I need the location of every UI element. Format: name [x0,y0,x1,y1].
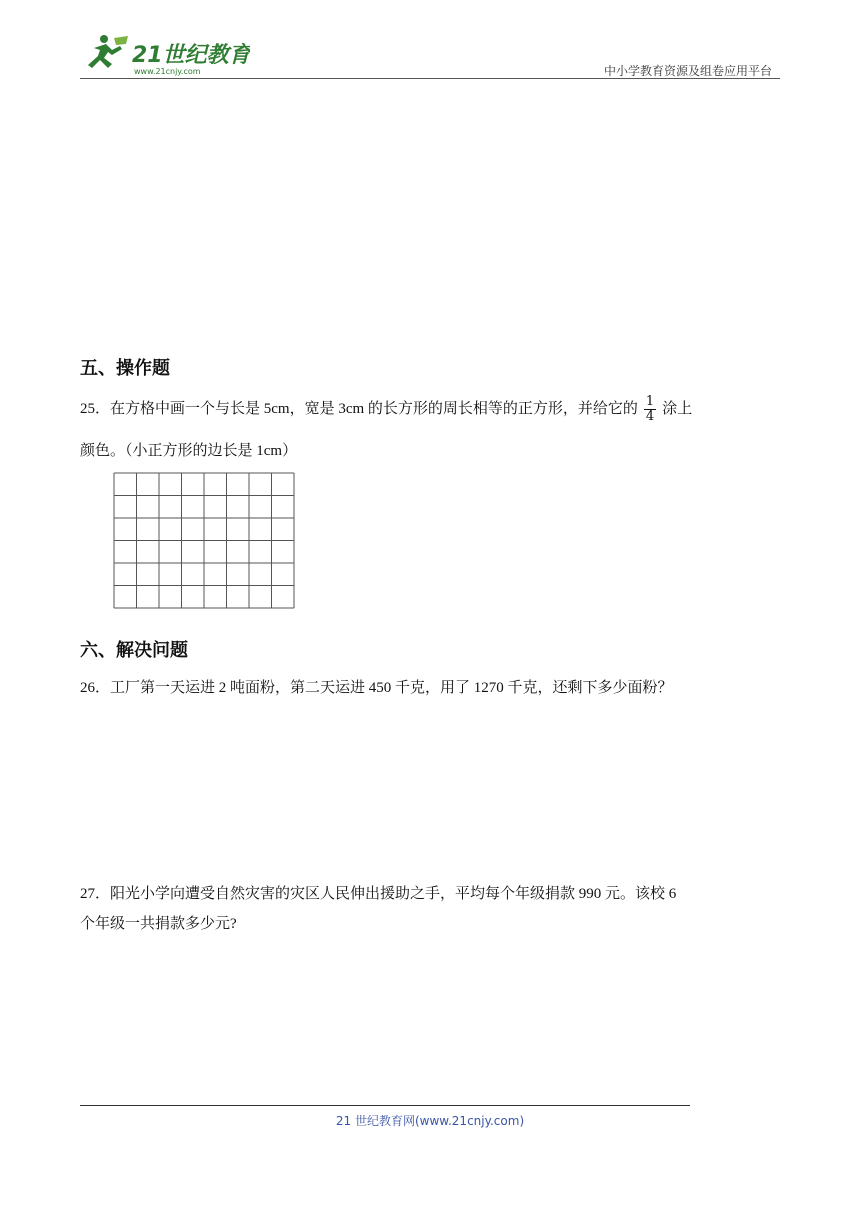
question-number: 27． [80,886,111,902]
runner-icon [88,35,128,68]
question-text: 工厂第一天运进 2 吨面粉，第二天运进 450 千克，用了 1270 千克，还剩下多少面粉？ [110,680,673,696]
question-text: 在方格中画一个与长是 5cm，宽是 3cm 的长方形的周长相等的正方形，并给它的 [110,401,638,417]
question-25-line2: 颜色。（小正方形的边长是 1cm） [80,443,298,459]
question-26 [80,671,780,705]
header-platform-text: 中小学教育资源及组卷应用平台 [603,64,772,78]
logo-url: www.21cnjy.com [134,67,201,76]
section-title-solve: 六、解决问题 [80,640,188,661]
footer-divider [80,1105,690,1106]
section-title-operation: 五、操作题 [80,358,170,379]
question-27 [80,877,780,911]
question-number: 26． [80,680,111,696]
logo [80,30,250,78]
question-27-line2: 个年级一共捐款多少元? [80,916,237,932]
question-25 [80,392,780,426]
question-number: 25． [80,401,111,417]
question-text: 阳光小学向遭受自然灾害的灾区人民伸出援助之手，平均每个年级捐款 990 元。该校 6 [110,886,677,902]
square-grid[interactable] [113,472,297,623]
logo-text: 21世纪教育 [132,43,250,68]
fraction-one-quarter: $\frac{1}{4}$ [645,394,655,425]
footer-site-text: 21 世纪教育网(www.21cnjy.com) [335,1114,525,1128]
question-text-tail: 涂上 [662,401,693,417]
header-divider [80,78,780,79]
